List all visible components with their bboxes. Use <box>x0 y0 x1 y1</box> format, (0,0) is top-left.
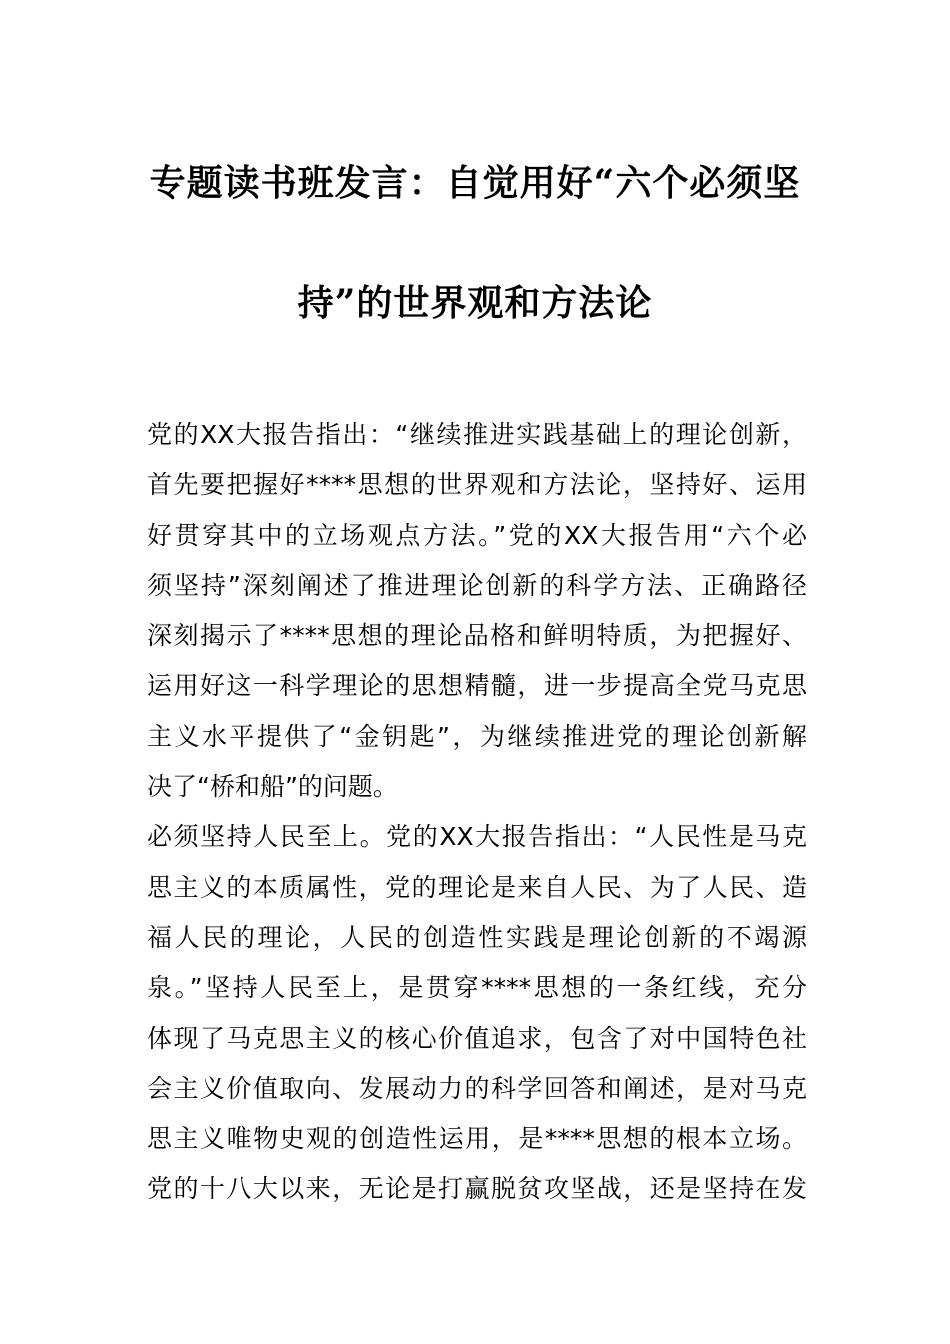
body-line: 首先要把握好****思想的世界观和方法论，坚持好、运用 <box>147 470 807 500</box>
body-line: 体现了马克思主义的核心价值追求，包含了对中国特色社 <box>147 1023 807 1053</box>
document-body <box>147 410 807 1215</box>
body-line: 运用好这一科学理论的思想精髓，进一步提高全党马克思 <box>147 671 807 701</box>
body-line: 决了“桥和船”的问题。 <box>147 772 398 802</box>
body-line: 主义水平提供了“金钥匙”，为继续推进党的理论创新解 <box>147 721 807 751</box>
body-line: 思主义的本质属性，党的理论是来自人民、为了人民、造 <box>147 872 807 902</box>
body-line: 须坚持”深刻阐述了推进理论创新的科学方法、正确路径 <box>147 570 807 600</box>
document-title-line-1: 专题读书班发言：自觉用好“六个必须坚 <box>149 162 801 204</box>
document-title-line-2: 持”的世界观和方法论 <box>297 282 653 324</box>
body-line: 好贯穿其中的立场观点方法。”党的XX大报告用“六个必 <box>147 520 807 550</box>
body-line: 泉。”坚持人民至上，是贯穿****思想的一条红线，充分 <box>147 973 807 1003</box>
body-line: 党的十八大以来，无论是打赢脱贫攻坚战，还是坚持在发 <box>147 1174 807 1204</box>
body-line: 必须坚持人民至上。党的XX大报告指出：“人民性是马克 <box>147 822 807 852</box>
body-line: 深刻揭示了****思想的理论品格和鲜明特质，为把握好、 <box>147 621 807 651</box>
body-line: 福人民的理论，人民的创造性实践是理论创新的不竭源 <box>147 922 807 952</box>
body-line: 思主义唯物史观的创造性运用，是****思想的根本立场。 <box>147 1124 807 1154</box>
body-line: 党的XX大报告指出：“继续推进实践基础上的理论创新， <box>147 420 807 449</box>
body-line: 会主义价值取向、发展动力的科学回答和阐述，是对马克 <box>147 1073 807 1103</box>
